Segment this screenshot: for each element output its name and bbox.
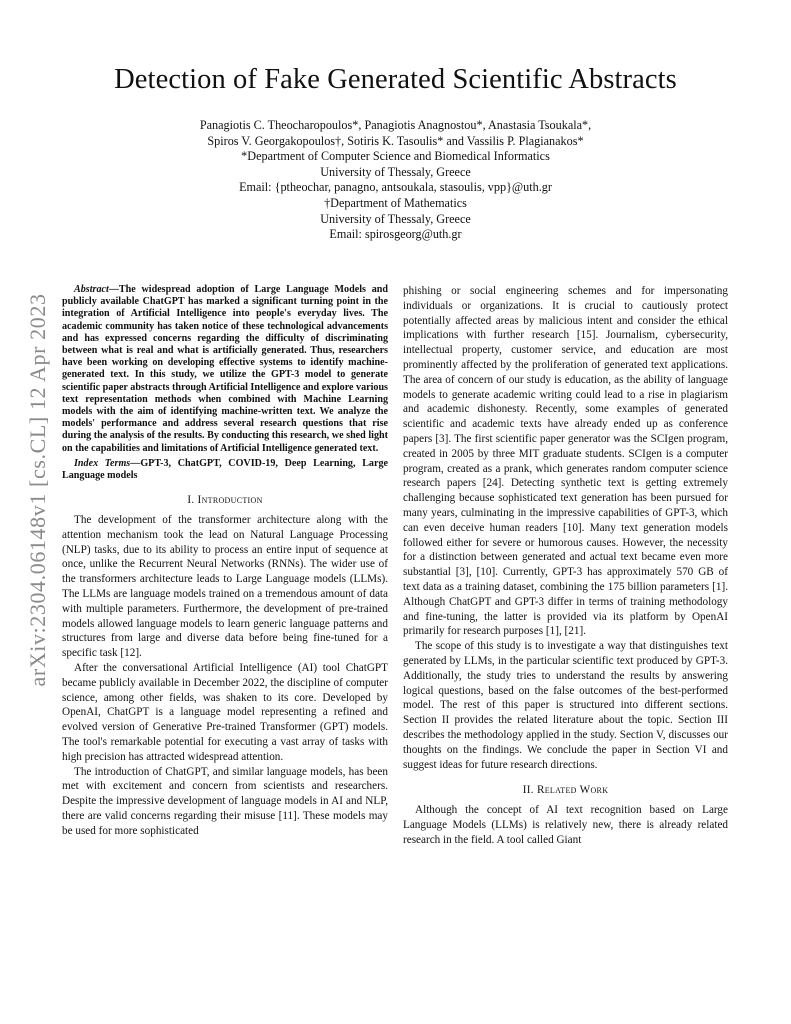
author-line: Spiros V. Georgakopoulos†, Sotiris K. Tasoulis* and Vassilis P. Plagianakos* xyxy=(207,133,584,148)
paragraph: phishing or social engineering schemes and for impersonating individuals or organizations. It is crucial to cautiously protect potentially affected areas by malicious intent and consider the ethical implications with further research [15]. Journalism, cybersecurity, intellectual property, customer service, and education are most prominently affected by the proliferation of generated text applications. The area of concern of our study is education, as the ability of language models to generate academic writing could lead to a rise in plagiarism and academic dishonesty. Recently, some examples of generated scientific and academic texts have already ended up as conference papers [3]. The first scientific paper generator was the SCIgen program, created in 2005 by three MIT graduate students. SCIgen is a computer program, created as a prank, which generates random computer science research papers [24]. Detecting synthetic text is getting extremely challenging because sophisticated text generation has been pursued for many years, culminating in the impressive capabilities of GPT-3, which can even deceive human readers [10]. Many text generation models followed either for severe or humorous causes. However, the necessity for a distinction between generated and actual text became even more substantial [3], [10]. Currently, GPT-3 has approximately 570 GB of text data as a training dataset, combining the 175 billion parameters [1]. Although ChatGPT and GPT-3 differ in terms of training methodology and fine-tuning, the latter is provided via its platform by OpenAI primarily for research purposes [1], [21]. xyxy=(403,285,728,638)
paragraph: After the conversational Artificial Intelligence (AI) tool ChatGPT became publicly available in December 2022, the discipline of computer science, among other fields, was shaken to its core. Developed by OpenAI, ChatGPT is a language model representing a refined and evolved version of Generative Pre-trained Transformer (GPT) models. The tool's remarkable potential for executing a vast array of tasks with high precision has attracted widespread attention. xyxy=(62,662,388,763)
affiliation-email: Email: {ptheochar, panagno, antsoukala, stasoulis, vpp}@uth.gr xyxy=(239,180,552,195)
right-column xyxy=(403,284,728,847)
section-heading: I. Introduction xyxy=(187,494,263,507)
section-heading: II. Related Work xyxy=(522,784,609,797)
paragraph: The introduction of ChatGPT, and similar language models, has been met with excitement and concern from scientists and researchers. Despite the impressive development of language models in AI and NLP, there are valid concerns regarding their misuse [11]. These models may be used for more sophisticated xyxy=(62,765,388,837)
paragraph: The scope of this study is to investigate a way that distinguishes text generated by LLMs, in the particular scientific text produced by GPT-3. Additionally, the study tries to understand the results by answering logical questions, based on the false outcomes of the best-performed model. The rest of this paper is structured into different sections. Section II provides the related literature about the topic. Section III describes the methodology applied in the study. Section V, discusses our thoughts on the findings. We conclude the paper in Section VI and suggest ideas for future research directions. xyxy=(403,640,728,771)
author-block xyxy=(40,118,751,243)
affiliation-department: †Department of Mathematics xyxy=(324,195,467,210)
affiliation-department: *Department of Computer Science and Biomedical Informatics xyxy=(241,149,550,164)
author-line: Panagiotis C. Theocharopoulos*, Panagiotis Anagnostou*, Anastasia Tsoukala*, xyxy=(199,118,592,132)
paragraph: Although the concept of AI text recognition based on Large Language Models (LLMs) is relatively new, there is already related research in the field. A tool called Giant xyxy=(403,804,728,846)
paragraph: The development of the transformer architecture along with the attention mechanism took the lead on Natural Language Processing (NLP) tasks, due to its ability to process an entire input of sequence at once, unlike the Recurrent Neural Networks (RNNs). The wider use of the transformers architecture leads to Large Language models (LLMs). The LLMs are language models trained on a tremendous amount of data with multiple parameters. Furthermore, the development of pre-trained models allowed language models to learn generic language patterns and structures from large and diverse data before being fine-tuned for a specific task [12]. xyxy=(62,514,388,660)
abstract-text: —The widespread adoption of Large Language Models and publicly available ChatGPT has marked a significant turning point in the integration of Artificial Intelligence into people's everyday lives. The academic community has taken notice of these technological advancements and has expressed concerns regarding the difficulty of discriminating between what is real and what is artificially generated. Thus, researchers have been working on developing effective systems to identify machine-generated text. In this study, we utilize the GPT-3 model to generate scientific paper abstracts through Artificial Intelligence and explore various text representation methods when combined with Machine Learning models with the aim of identifying machine-written text. We analyze the models' performance and address several research questions that rise during the analysis of the results. By conducting this research, we shed light on the capabilities and limitations of Artificial Intelligence generated text. xyxy=(62,284,388,454)
index-terms xyxy=(62,458,388,482)
abstract-label: Abstract xyxy=(74,284,109,295)
affiliation-university: University of Thessaly, Greece xyxy=(320,211,471,226)
affiliation-university: University of Thessaly, Greece xyxy=(320,164,471,179)
left-column xyxy=(62,284,388,839)
affiliation-email: Email: spirosgeorg@uth.gr xyxy=(329,227,462,242)
paper-title: Detection of Fake Generated Scientific Abstracts xyxy=(114,64,677,95)
index-terms-text: —GPT-3, ChatGPT, COVID-19, Deep Learning, Large Language models xyxy=(62,457,388,482)
abstract xyxy=(62,284,388,455)
index-terms-label: Index Terms xyxy=(74,457,131,469)
arxiv-stamp: arXiv:2304.06148v1 [cs.CL] 12 Apr 2023 xyxy=(25,293,50,687)
